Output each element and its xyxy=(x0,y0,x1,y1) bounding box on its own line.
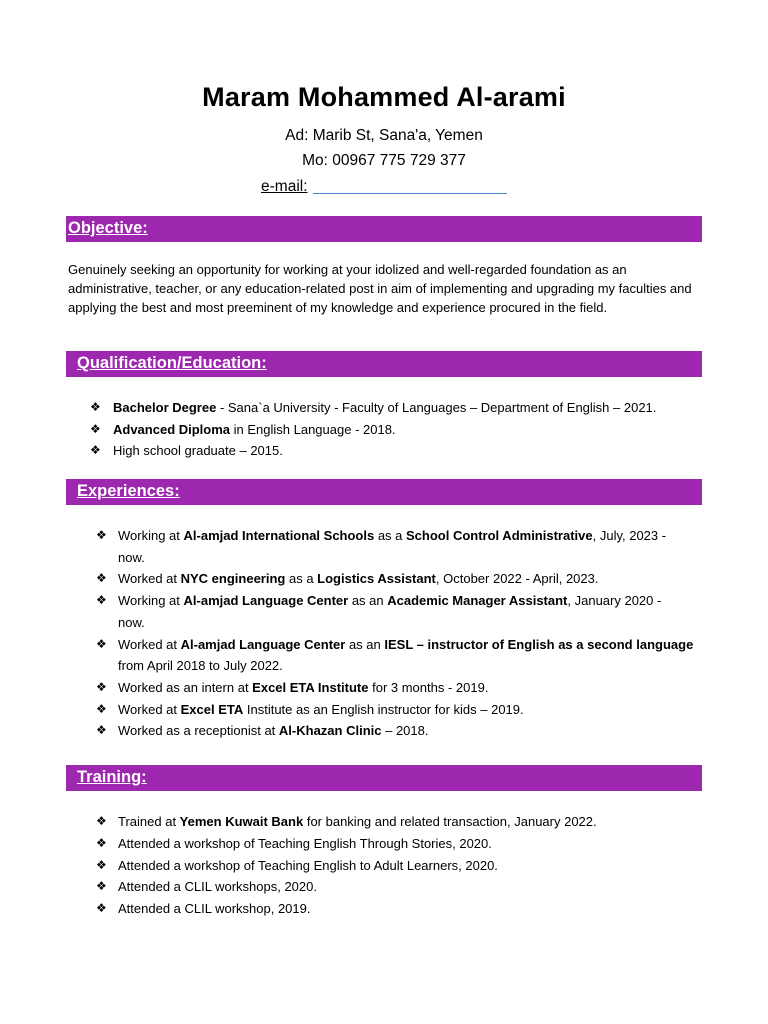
diamond-bullet-icon: ❖ xyxy=(96,835,107,850)
experience-item-text: as an xyxy=(345,636,385,652)
experience-item-continuation: now. xyxy=(118,549,145,565)
experience-item-text: Institute as an English instructor for kids – 2019. xyxy=(243,701,524,717)
education-item-detail: in English Language - 2018. xyxy=(230,421,396,437)
training-item-highlight: Yemen Kuwait Bank xyxy=(179,814,304,829)
diamond-bullet-icon: ❖ xyxy=(96,571,107,586)
experience-item xyxy=(96,590,696,633)
education-item-detail: High school graduate – 2015. xyxy=(113,443,283,458)
experience-item-highlight: Academic Manager Assistant xyxy=(387,593,568,609)
training-item xyxy=(96,876,696,898)
address-line: Ad: Marib St, Sana'a, Yemen xyxy=(285,127,483,144)
diamond-bullet-icon: ❖ xyxy=(96,723,107,738)
objective-section-header xyxy=(66,216,702,242)
experience-item-text: as a xyxy=(285,571,318,587)
experience-item-text: Working at xyxy=(118,528,184,543)
experience-section-header xyxy=(66,479,702,505)
email-label: e-mail: xyxy=(261,178,308,195)
experience-item xyxy=(96,699,696,721)
diamond-bullet-icon: ❖ xyxy=(90,421,101,436)
education-item-detail: - Sana`a University - Faculty of Languages – Department of English – 2021. xyxy=(216,400,657,415)
experience-item-text: Worked at xyxy=(118,571,181,587)
education-item-title: Advanced Diploma xyxy=(113,421,231,437)
experience-item-text: , July, 2023 - xyxy=(592,528,667,543)
training-item-text: Attended a workshop of Teaching English to Adult Learners, 2020. xyxy=(118,857,498,873)
education-item-title: Bachelor Degree xyxy=(113,400,217,415)
education-list xyxy=(90,397,710,462)
email-link-underline[interactable] xyxy=(313,193,507,194)
experience-item xyxy=(96,525,696,568)
experience-item-text: – 2018. xyxy=(381,723,429,739)
diamond-bullet-icon: ❖ xyxy=(96,679,107,694)
email-row xyxy=(261,178,308,196)
experience-item-text: as an xyxy=(348,593,388,609)
experience-item-highlight: Excel ETA Institute xyxy=(252,679,369,695)
diamond-bullet-icon: ❖ xyxy=(90,400,101,414)
training-item xyxy=(96,833,696,855)
training-item xyxy=(96,898,696,920)
experience-item-highlight: Logistics Assistant xyxy=(317,571,436,587)
diamond-bullet-icon: ❖ xyxy=(96,814,107,828)
training-item-text: for banking and related transaction, January 2022. xyxy=(303,814,597,829)
training-title: Training: xyxy=(77,768,147,786)
training-item-text: Trained at xyxy=(118,814,180,829)
objective-text: Genuinely seeking an opportunity for working at your idolized and well-regarded foundation as an administrative, teacher, or any education-related post in aim of implementing and upgrading my faculties and applying the best and most preeminent of my knowledge and experience procured in the field. xyxy=(68,262,692,315)
experience-item-continuation: now. xyxy=(118,614,145,630)
diamond-bullet-icon: ❖ xyxy=(96,879,107,894)
education-item xyxy=(90,397,710,419)
experience-item-text: as a xyxy=(374,528,407,543)
experience-title: Experiences: xyxy=(77,482,180,500)
diamond-bullet-icon: ❖ xyxy=(96,593,107,608)
experience-item-highlight: Al-amjad International Schools xyxy=(183,528,375,543)
education-title: Qualification/Education: xyxy=(77,354,267,372)
experience-item xyxy=(96,677,696,699)
diamond-bullet-icon: ❖ xyxy=(90,443,101,457)
experience-item-continuation: from April 2018 to July 2022. xyxy=(118,658,283,674)
objective-title: Objective: xyxy=(68,219,148,237)
experience-item-text: , October 2022 - April, 2023. xyxy=(435,571,599,587)
diamond-bullet-icon: ❖ xyxy=(96,901,107,916)
experience-item-highlight: School Control Administrative xyxy=(406,528,593,543)
experience-item-highlight: Al-Khazan Clinic xyxy=(278,723,382,739)
mobile-line: Mo: 00967 775 729 377 xyxy=(302,152,466,169)
experience-item-highlight: Al-amjad Language Center xyxy=(180,636,346,652)
experience-item-text: for 3 months - 2019. xyxy=(368,679,489,695)
experience-list xyxy=(96,525,696,742)
education-item xyxy=(90,440,710,462)
training-item-text: Attended a CLIL workshops, 2020. xyxy=(118,879,317,895)
experience-item-highlight: NYC engineering xyxy=(180,571,286,587)
experience-item-text: , January 2020 - xyxy=(567,593,662,609)
experience-item-text: Worked as an intern at xyxy=(118,679,253,695)
experience-item xyxy=(96,568,696,590)
experience-item-text: Worked as a receptionist at xyxy=(118,723,279,739)
applicant-name: Maram Mohammed Al-arami xyxy=(202,82,566,112)
experience-item-text: Worked at xyxy=(118,636,181,652)
experience-item xyxy=(96,634,696,677)
diamond-bullet-icon: ❖ xyxy=(96,857,107,872)
training-item xyxy=(96,855,696,877)
experience-item-text: Worked at xyxy=(118,701,181,717)
experience-item-highlight: IESL – instructor of English as a second language xyxy=(384,636,694,652)
education-section-header xyxy=(66,351,702,377)
education-item xyxy=(90,419,710,441)
training-item xyxy=(96,811,696,833)
training-section-header xyxy=(66,765,702,791)
diamond-bullet-icon: ❖ xyxy=(96,701,107,716)
experience-item xyxy=(96,720,696,742)
experience-item-text: Working at xyxy=(118,593,184,609)
diamond-bullet-icon: ❖ xyxy=(96,636,107,651)
experience-item-highlight: Excel ETA xyxy=(180,701,244,717)
training-item-text: Attended a workshop of Teaching English Through Stories, 2020. xyxy=(118,835,492,851)
training-list xyxy=(96,811,696,920)
diamond-bullet-icon: ❖ xyxy=(96,528,107,542)
training-item-text: Attended a CLIL workshop, 2019. xyxy=(118,901,311,917)
experience-item-highlight: Al-amjad Language Center xyxy=(183,593,349,609)
